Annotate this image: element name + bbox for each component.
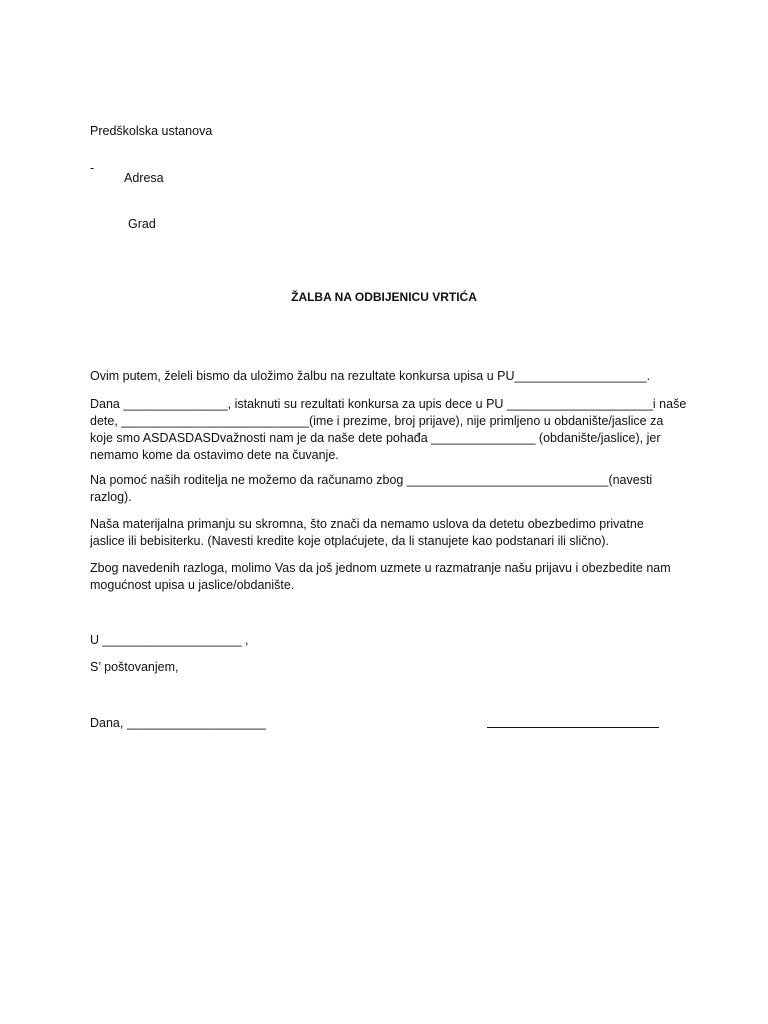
paragraph-intro <box>90 368 680 385</box>
paragraph-line: Zbog navedenih razloga, molimo Vas da još jednom uzmete u razmatranje našu prijavu i obezbedite nam <box>90 561 671 575</box>
paragraph-income <box>90 516 680 550</box>
document-title: ŽALBA NA ODBIJENICU VRTIĆA <box>291 290 477 304</box>
paragraph-line: jaslice ili bebisiterku. (Navesti kredite koje otplaćujete, da li stanujete kao podstanari ili slično). <box>90 534 610 548</box>
paragraph-line: koje smo ASDASDASDvažnosti nam je da naše dete pohađa _______________ (obdanište/jaslice), jer <box>90 431 661 445</box>
paragraph-line: Na pomoć naših roditelja ne možemo da računamo zbog _____________________________(navesti <box>90 473 653 487</box>
paragraph-parents <box>90 472 680 506</box>
institution-label: Predškolska ustanova <box>90 124 213 138</box>
paragraph-request <box>90 560 680 594</box>
dash-mark: - <box>90 161 95 175</box>
place-field: U ____________________ , <box>90 633 249 647</box>
paragraph-line: nemamo kome da ostavimo dete na čuvanje. <box>90 448 339 462</box>
date-field: Dana, ____________________ <box>90 716 266 730</box>
paragraph-line: razlog). <box>90 490 132 504</box>
city-label: Grad <box>128 217 156 231</box>
signature-line <box>487 727 659 728</box>
paragraph-line: dete, ___________________________(ime i prezime, broj prijave), nije primljeno u obdanište/jaslice za <box>90 414 664 428</box>
regards-line: S’ poštovanjem, <box>90 660 179 674</box>
paragraph-line: Naša materijalna primanju su skromna, što znači da nemamo uslova da detetu obezbedimo privatne <box>90 517 644 531</box>
paragraph-line: Ovim putem, želeli bismo da uložimo žalbu na rezultate konkursa upisa u PU___________________. <box>90 369 651 383</box>
paragraph-details <box>90 396 687 464</box>
paragraph-line: Dana _______________, istaknuti su rezultati konkursa za upis dece u PU _____________________i naše <box>90 397 687 411</box>
address-label: Adresa <box>124 171 164 185</box>
paragraph-line: mogućnost upisa u jaslice/obdanište. <box>90 578 295 592</box>
